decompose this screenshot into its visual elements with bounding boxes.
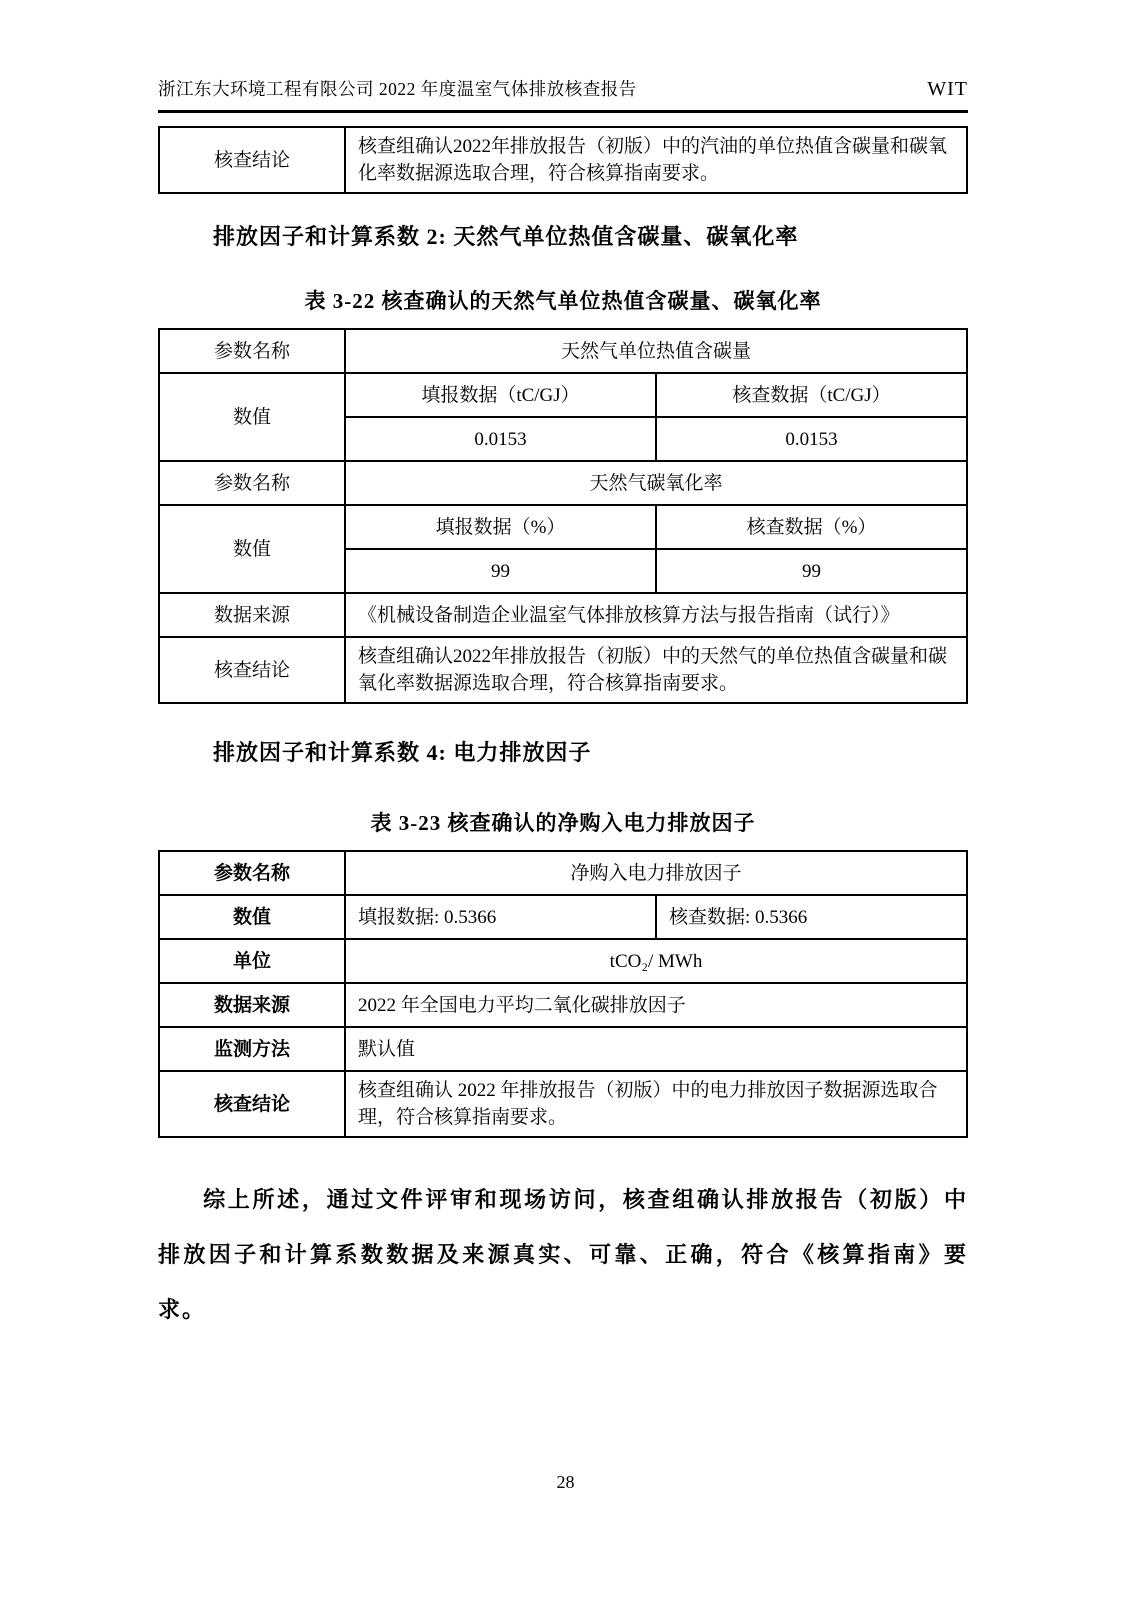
table-row xyxy=(159,127,967,193)
table-3-23 xyxy=(158,850,968,1138)
verified-header: 核查数据（tC/GJ） xyxy=(656,373,967,417)
param-name-label: 参数名称 xyxy=(159,461,345,505)
table-row xyxy=(159,1071,967,1137)
conclusion-value: 核查组确认 2022 年排放报告（初版）中的电力排放因子数据源选取合理，符合核算指南要求。 xyxy=(345,1071,967,1137)
monitoring-method-value: 默认值 xyxy=(345,1027,967,1071)
table-row xyxy=(159,461,967,505)
data-source-label: 数据来源 xyxy=(159,983,345,1027)
param-name-value: 净购入电力排放因子 xyxy=(345,851,967,895)
header-logo: WIT xyxy=(927,78,968,100)
table-row xyxy=(159,851,967,895)
reported-value: 填报数据: 0.5366 xyxy=(345,895,656,939)
param-name-value: 天然气单位热值含碳量 xyxy=(345,329,967,373)
section-heading-4: 排放因子和计算系数 4: 电力排放因子 xyxy=(213,740,592,765)
table-row xyxy=(159,637,967,703)
value-label: 数值 xyxy=(159,895,345,939)
reported-header: 填报数据（%） xyxy=(345,505,656,549)
unit-value: tCO₂/ MWh xyxy=(345,939,967,983)
table-row xyxy=(159,939,967,983)
param-name-label: 参数名称 xyxy=(159,851,345,895)
reported-value: 99 xyxy=(345,549,656,593)
table-row xyxy=(159,1027,967,1071)
table-row xyxy=(159,593,967,637)
data-source-label: 数据来源 xyxy=(159,593,345,637)
conclusion-value: 核查组确认2022年排放报告（初版）中的天然气的单位热值含碳量和碳氧化率数据源选取合理，符合核算指南要求。 xyxy=(345,637,967,703)
table-row xyxy=(159,505,967,549)
data-source-value: 2022 年全国电力平均二氧化碳排放因子 xyxy=(345,983,967,1027)
unit-label: 单位 xyxy=(159,939,345,983)
value-label: 数值 xyxy=(159,373,345,461)
carryover-text: 核查组确认2022年排放报告（初版）中的汽油的单位热值含碳量和碳氧化率数据源选取合理，符合核算指南要求。 xyxy=(345,127,967,193)
closing-paragraph: 综上所述，通过文件评审和现场访问，核查组确认排放报告（初版）中排放因子和计算系数数据及来源真实、可靠、正确，符合《核算指南》要求。 xyxy=(158,1187,968,1322)
table-row xyxy=(159,895,967,939)
table-row xyxy=(159,329,967,373)
page-header xyxy=(158,0,968,113)
data-source-value: 《机械设备制造企业温室气体排放核算方法与报告指南（试行）》 xyxy=(345,593,967,637)
value-label: 数值 xyxy=(159,505,345,593)
monitoring-method-label: 监测方法 xyxy=(159,1027,345,1071)
verified-value: 0.0153 xyxy=(656,417,967,461)
carryover-table xyxy=(158,126,968,194)
verified-value: 核查数据: 0.5366 xyxy=(656,895,967,939)
verified-header: 核查数据（%） xyxy=(656,505,967,549)
section-heading-2: 排放因子和计算系数 2: 天然气单位热值含碳量、碳氧化率 xyxy=(213,224,799,249)
table-row xyxy=(159,983,967,1027)
reported-header: 填报数据（tC/GJ） xyxy=(345,373,656,417)
param-name-label: 参数名称 xyxy=(159,329,345,373)
page-number: 28 xyxy=(556,1472,575,1492)
table-3-22 xyxy=(158,328,968,704)
verified-value: 99 xyxy=(656,549,967,593)
header-title: 浙江东大环境工程有限公司 2022 年度温室气体排放核查报告 xyxy=(158,79,637,99)
conclusion-label: 核查结论 xyxy=(159,637,345,703)
table-row xyxy=(159,373,967,417)
carryover-label: 核查结论 xyxy=(159,127,345,193)
table-23-title: 表 3-23 核查确认的净购入电力排放因子 xyxy=(370,811,756,835)
reported-value: 0.0153 xyxy=(345,417,656,461)
table-22-title: 表 3-22 核查确认的天然气单位热值含碳量、碳氧化率 xyxy=(304,289,822,313)
param-name-value: 天然气碳氧化率 xyxy=(345,461,967,505)
conclusion-label: 核查结论 xyxy=(159,1071,345,1137)
